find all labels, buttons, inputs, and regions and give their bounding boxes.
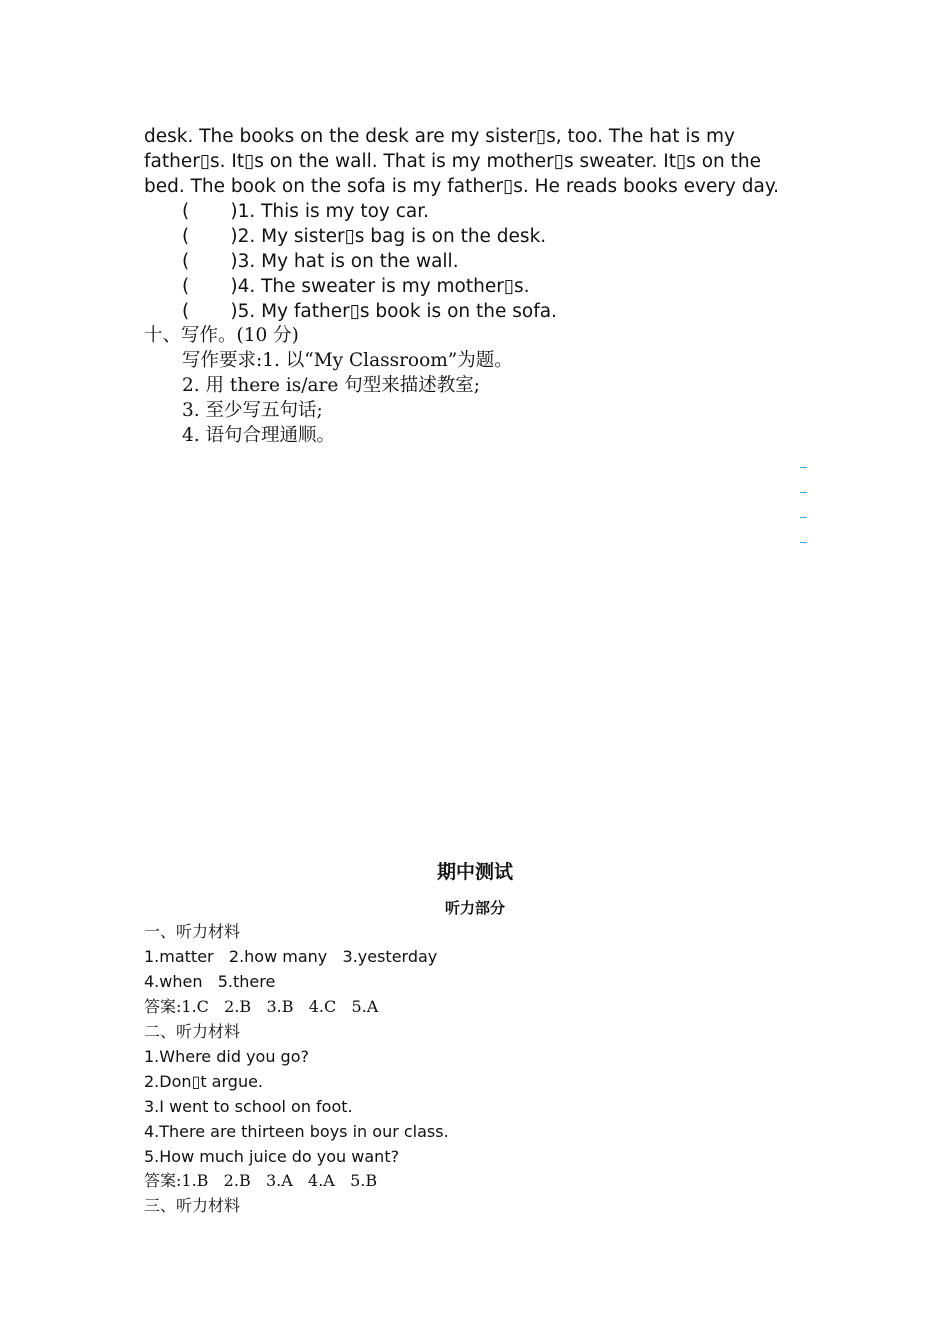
answer-line: 2.Don▯t argue. bbox=[144, 1072, 264, 1091]
statement-4: ( )4. The sweater is my mother▯s. bbox=[182, 276, 530, 297]
statement-1: ( )1. This is my toy car. bbox=[182, 201, 430, 222]
answer-line: 1.Where did you go? bbox=[144, 1047, 309, 1066]
passage-line-2: father▯s. It▯s on the wall. That is my mother▯s sweater. It▯s on the bbox=[144, 151, 761, 172]
writing-line-mark bbox=[800, 517, 807, 518]
answer-line: 二、听力材料 bbox=[144, 1022, 241, 1041]
statement-5: ( )5. My father▯s book is on the sofa. bbox=[182, 301, 557, 322]
passage-line-1: desk. The books on the desk are my sister▯s, too. The hat is my bbox=[144, 126, 735, 147]
writing-requirement-1: 写作要求:1. 以“My Classroom”为题。 bbox=[182, 350, 513, 371]
answer-line: 4.when 5.there bbox=[144, 972, 276, 991]
writing-line-mark bbox=[800, 542, 807, 543]
writing-requirement-3: 3. 至少写五句话; bbox=[182, 400, 323, 421]
writing-heading: 十、写作。(10 分) bbox=[144, 325, 299, 346]
writing-requirement-4: 4. 语句合理通顺。 bbox=[182, 425, 336, 446]
statement-2: ( )2. My sister▯s bag is on the desk. bbox=[182, 226, 547, 247]
writing-requirement-2: 2. 用 there is/are 句型来描述教室; bbox=[182, 375, 480, 396]
answer-line: 一、听力材料 bbox=[144, 922, 241, 941]
passage-line-3: bed. The book on the sofa is my father▯s. He reads books every day. bbox=[144, 176, 780, 197]
writing-line-mark bbox=[800, 467, 807, 468]
answer-line: 4.There are thirteen boys in our class. bbox=[144, 1122, 449, 1141]
answer-line: 答案:1.C 2.B 3.B 4.C 5.A bbox=[144, 997, 379, 1016]
answer-line: 三、听力材料 bbox=[144, 1196, 241, 1215]
statement-3: ( )3. My hat is on the wall. bbox=[182, 251, 459, 272]
answer-line: 1.matter 2.how many 3.yesterday bbox=[144, 947, 438, 966]
writing-line-mark bbox=[800, 492, 807, 493]
answer-line: 5.How much juice do you want? bbox=[144, 1147, 400, 1166]
answer-line: 答案:1.B 2.B 3.A 4.A 5.B bbox=[144, 1171, 378, 1190]
section-subtitle: 听力部分 bbox=[444, 899, 505, 917]
section-title: 期中测试 bbox=[436, 861, 513, 883]
answer-line: 3.I went to school on foot. bbox=[144, 1097, 353, 1116]
